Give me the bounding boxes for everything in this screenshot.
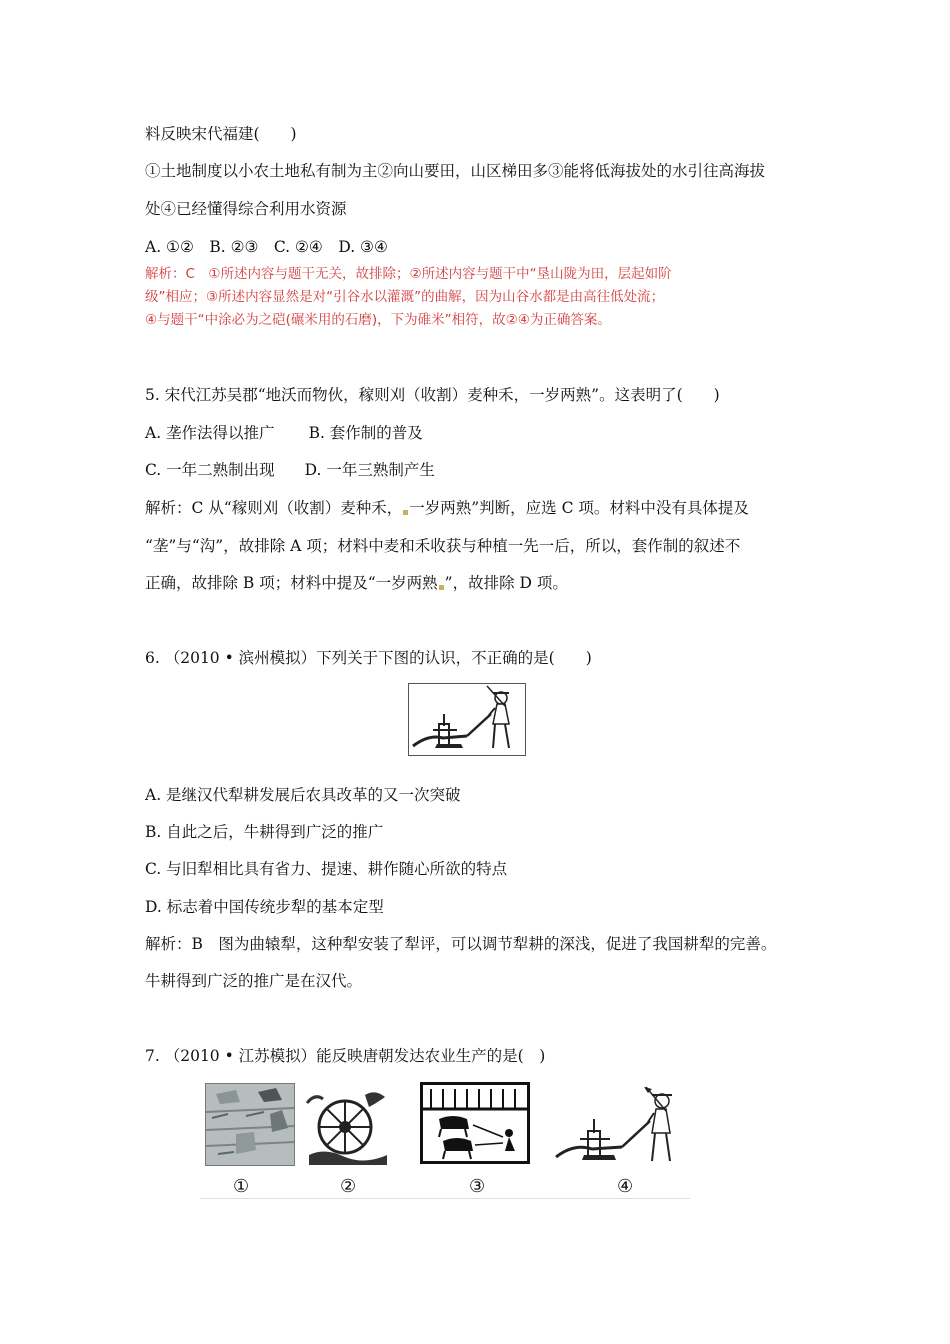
q6-stem: 6. （2010 • 滨州模拟）下列关于下图的认识，不正确的是( ) [145,649,592,667]
waterwheel-image [305,1085,389,1165]
q5-option-a: A. 垄作法得以推广 [145,424,275,442]
q6-option-d: D. 标志着中国传统步犁的基本定型 [145,898,384,916]
q7-label-2: ② [340,1176,357,1197]
q5-analysis-line-3 [145,573,568,593]
q5-analysis-line-1 [145,498,749,518]
figure-baseline [200,1198,690,1199]
q6-option-b: B. 自此之后，牛耕得到广泛的推广 [145,823,384,841]
q5-analysis-1a: 解析：C 从“稼则刈（收割）麦种禾， [145,499,403,517]
q7-label-1: ① [233,1176,250,1197]
farming-scene-image [205,1083,295,1166]
curved-plow-figure [408,683,526,756]
q4-analysis-line-3: ④与题干“中涂必为之硙(碾米用的石磨)，下为碓米”相符，故②④为正确答案。 [145,312,611,328]
q4-analysis-line-2: 级”相应；③所述内容显然是对“引谷水以灌溉”的曲解，因为山谷水都是由高往低处流； [145,289,665,305]
q4-statement-line-2: 处④已经懂得综合利用水资源 [145,200,347,218]
curved-plow-image [552,1085,688,1167]
q7-label-3: ③ [469,1176,486,1197]
q6-option-c: C. 与旧犁相比具有省力、提速、耕作随心所欲的特点 [145,860,508,878]
q5-option-c: C. 一年二熟制出现 [145,461,275,479]
q5-analysis-1b: 一岁两熟”判断，应选 C 项。材料中没有具体提及 [409,499,749,517]
q6-analysis-line-2: 牛耕得到广泛的推广是在汉代。 [145,972,363,990]
ox-plowing-image [420,1082,530,1164]
q5-stem: 5. 宋代江苏吴郡“地沃而物伙，稼则刈（收割）麦种禾，一岁两熟”。这表明了( ) [145,386,720,404]
q5-analysis-line-2: “垄”与“沟”，故排除 A 项；材料中麦和禾收获与种植一先一后，所以，套作制的叙述不 [145,537,741,555]
q5-analysis-3b: ”，故排除 D 项。 [444,574,568,592]
q4-statement-line-1: ①土地制度以小农土地私有制为主②向山要田，山区梯田多③能将低海拔处的水引往高海拔 [145,162,766,180]
q4-stem-tail: 料反映宋代福建( ) [145,125,297,143]
q6-analysis-line-1: 解析：B 图为曲辕犁，这种犁安装了犁评，可以调节犁耕的深浅，促进了我国耕犁的完善。 [145,935,777,953]
q7-stem: 7. （2010 • 江苏模拟）能反映唐朝发达农业生产的是( ) [145,1047,546,1065]
q6-option-a: A. 是继汉代犁耕发展后农具改革的又一次突破 [145,786,461,804]
q5-option-d: D. 一年三熟制产生 [304,461,435,479]
highlight-mark [439,585,444,590]
plow-illustration-icon [409,684,525,755]
q4-options: A. ①② B. ②③ C. ②④ D. ③④ [145,238,388,256]
q5-analysis-3a: 正确，故排除 B 项；材料中提及“一岁两熟 [145,574,438,592]
q4-analysis-line-1: 解析：C ①所述内容与题干无关，故排除；②所述内容与题干中“垦山陇为田，层起如阶 [145,266,672,282]
q5-options-row-1 [145,423,423,443]
highlight-mark [403,510,408,515]
q5-option-b: B. 套作制的普及 [308,424,423,442]
q7-label-4: ④ [617,1176,634,1197]
q5-options-row-2 [145,460,435,480]
